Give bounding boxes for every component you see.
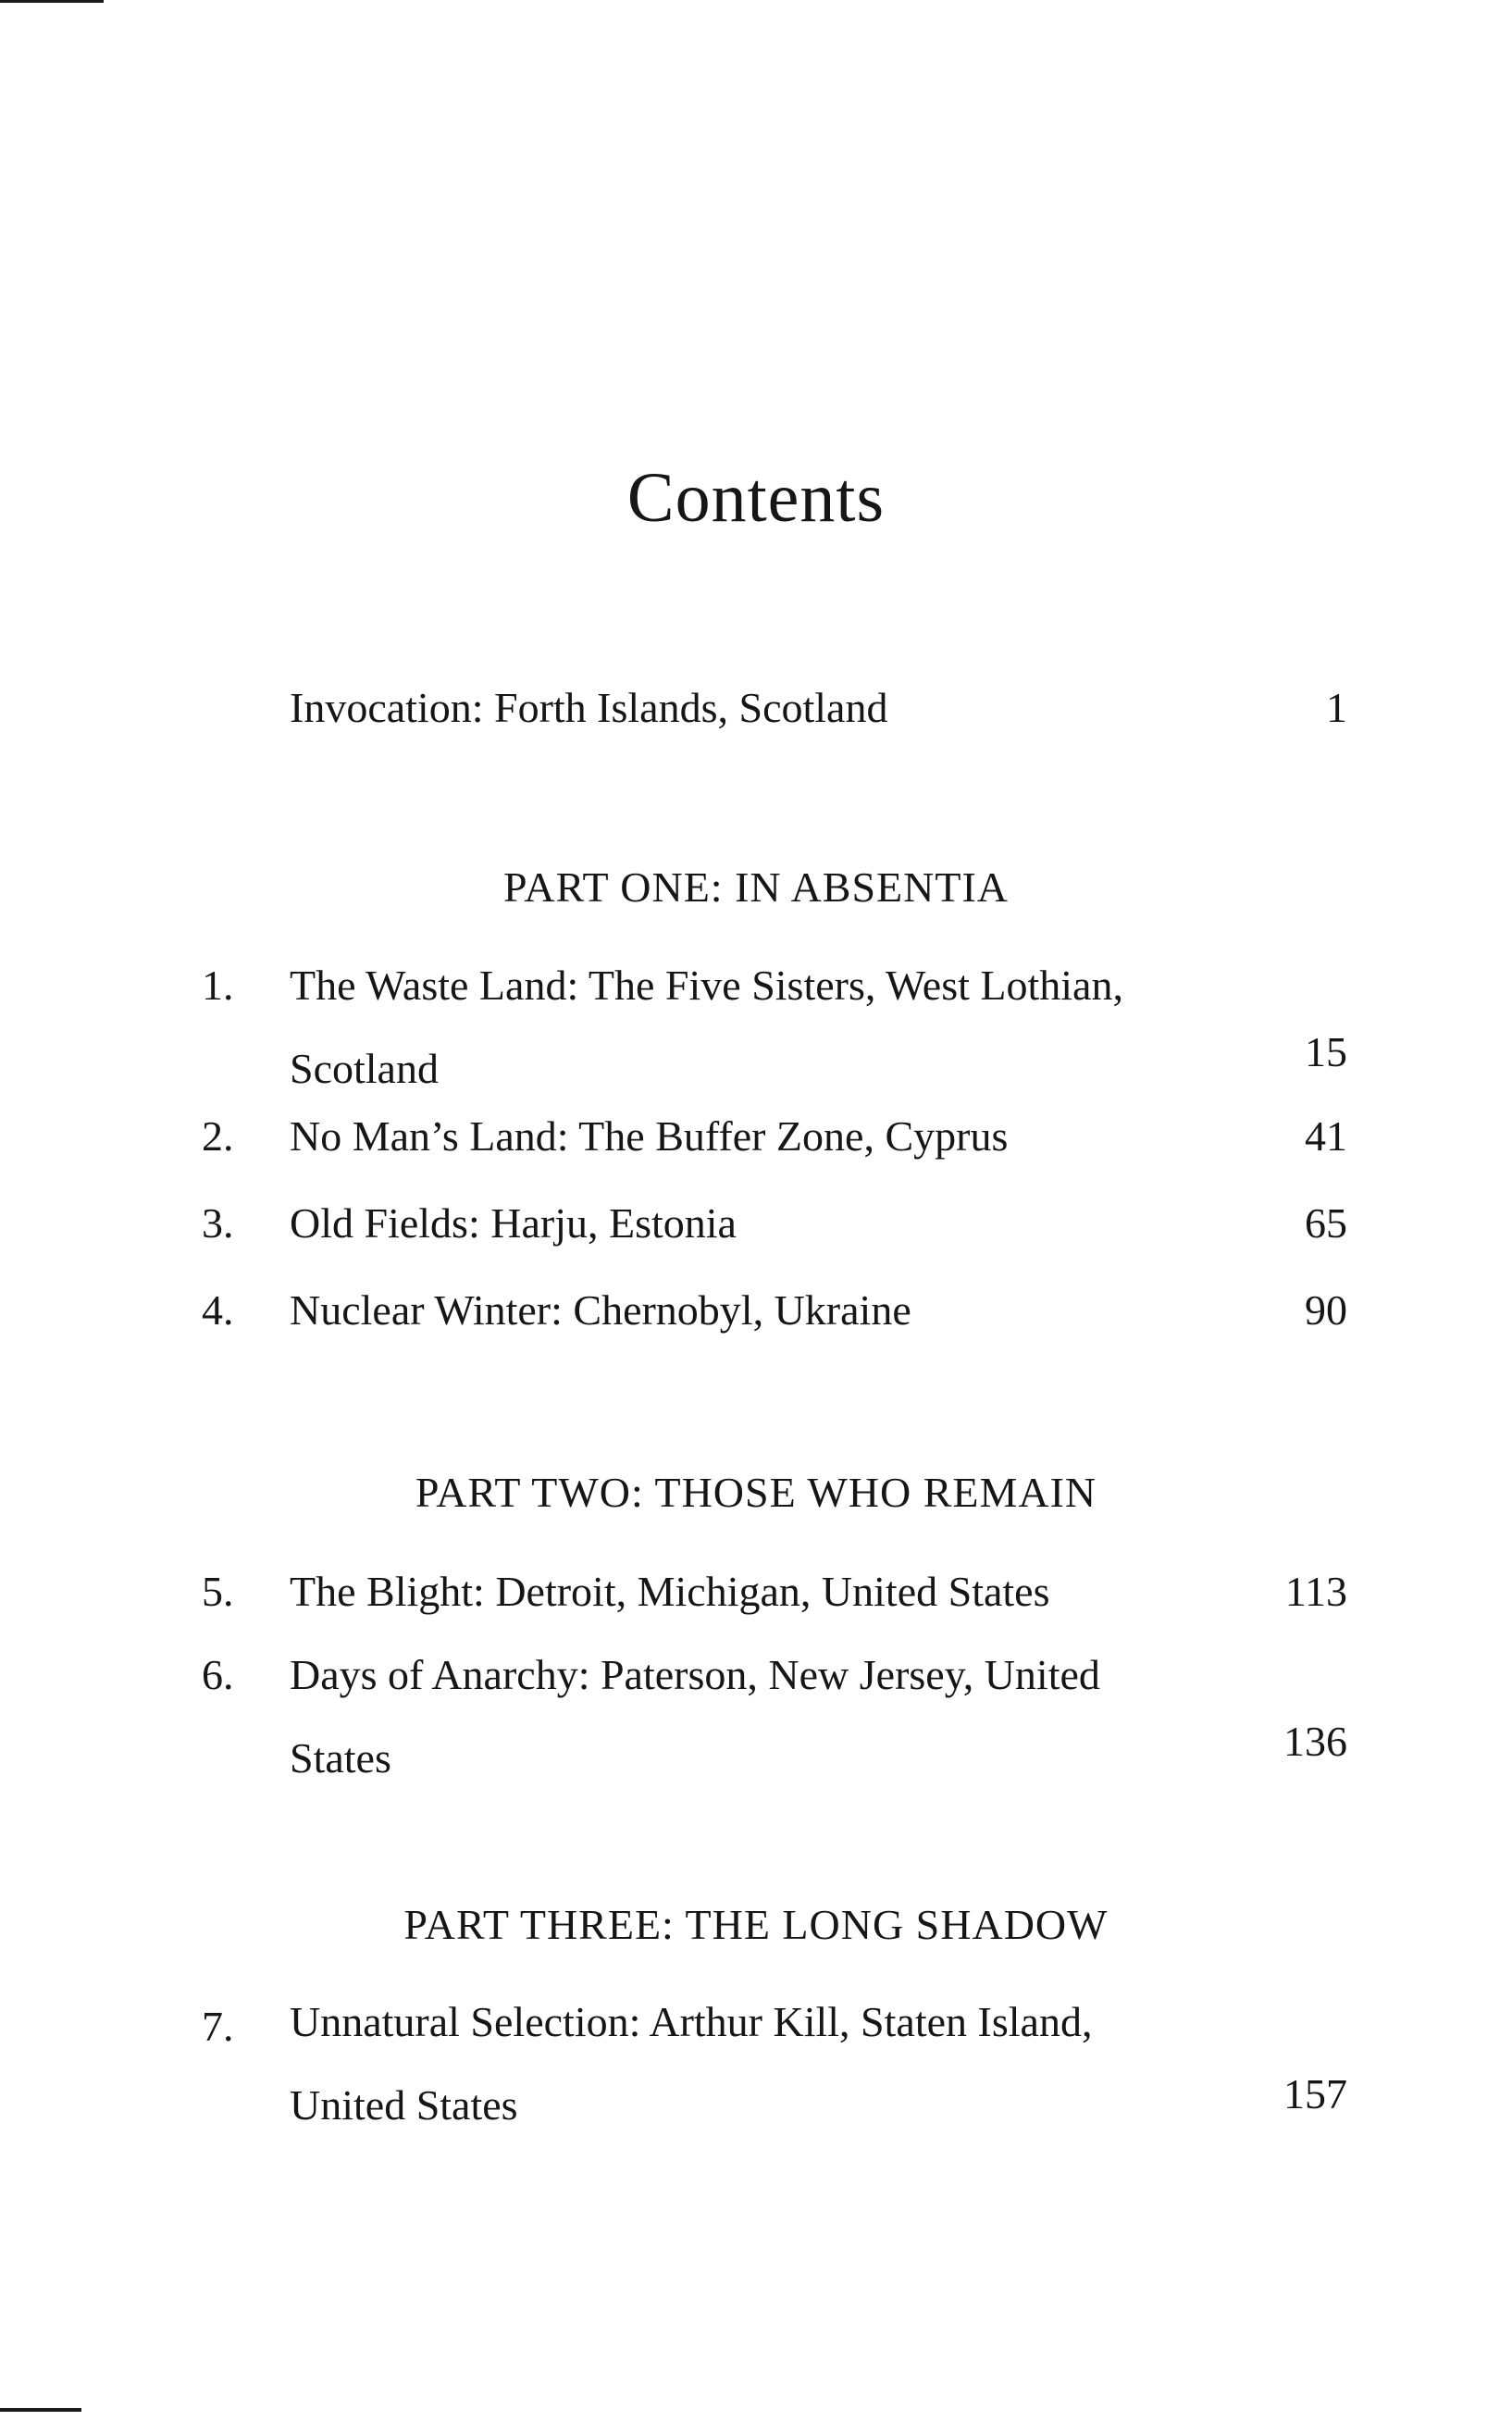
chapter-4-number: 4. xyxy=(202,1286,234,1334)
chapter-3-number: 3. xyxy=(202,1199,234,1247)
part-one-heading: PART ONE: IN ABSENTIA xyxy=(502,863,1010,911)
chapter-7-title xyxy=(290,1999,1092,2166)
chapter-3-page-number: 65 xyxy=(1305,1199,1347,1247)
chapter-2-title: No Man’s Land: The Buffer Zone, Cyprus xyxy=(290,1112,1009,1160)
chapter-4-page-number: 90 xyxy=(1305,1286,1347,1334)
chapter-4-title: Nuclear Winter: Chernobyl, Ukraine xyxy=(290,1286,911,1334)
chapter-2-number: 2. xyxy=(202,1112,234,1160)
chapter-1-title xyxy=(290,962,1123,1129)
chapter-6-title xyxy=(290,1652,1100,1819)
chapter-5-number: 5. xyxy=(202,1568,234,1615)
chapter-6-page-number: 136 xyxy=(1283,1718,1347,1765)
chapter-5-page-number: 113 xyxy=(1284,1568,1347,1615)
chapter-6-number: 6. xyxy=(202,1651,234,1698)
chapter-1-title-line-2: Scotland xyxy=(290,1045,439,1092)
part-two-heading: PART TWO: THOSE WHO REMAIN xyxy=(415,1469,1097,1516)
chapter-3-title: Old Fields: Harju, Estonia xyxy=(290,1199,737,1247)
chapter-2-page-number: 41 xyxy=(1305,1112,1347,1160)
invocation-title: Invocation: Forth Islands, Scotland xyxy=(290,684,888,731)
chapter-7-page-number: 157 xyxy=(1283,2070,1347,2117)
chapter-7-title-line-1: Unnatural Selection: Arthur Kill, Staten Island, xyxy=(290,1998,1093,2045)
scan-edge-mark-bottom xyxy=(0,2408,81,2412)
chapter-6-title-line-1: Days of Anarchy: Paterson, New Jersey, United xyxy=(290,1651,1100,1698)
scan-edge-mark-top xyxy=(0,0,104,3)
page-title: Contents xyxy=(626,459,886,537)
chapter-1-page-number: 15 xyxy=(1305,1028,1347,1075)
invocation-page-number: 1 xyxy=(1326,684,1347,731)
chapter-1-title-line-1: The Waste Land: The Five Sisters, West Lothian, xyxy=(290,962,1123,1009)
chapter-6-title-line-2: States xyxy=(290,1734,391,1782)
chapter-1-number: 1. xyxy=(202,962,234,1009)
chapter-7-title-line-2: United States xyxy=(290,2081,518,2129)
chapter-5-title: The Blight: Detroit, Michigan, United States xyxy=(290,1568,1050,1615)
part-three-heading: PART THREE: THE LONG SHADOW xyxy=(403,1901,1109,1948)
chapter-7-number: 7. xyxy=(202,2003,234,2050)
